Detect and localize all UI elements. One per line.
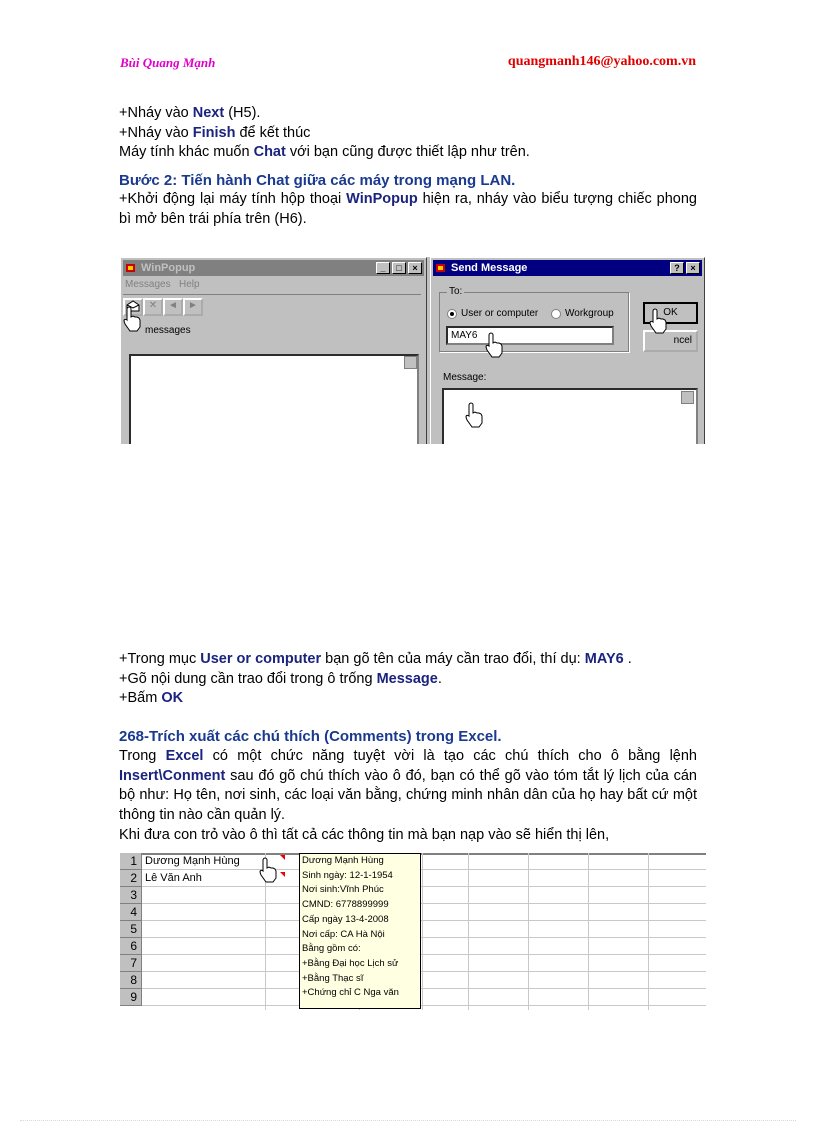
excel-screenshot bbox=[120, 853, 706, 1010]
send-message-app-icon bbox=[435, 262, 447, 274]
excel-row: 4 bbox=[120, 904, 706, 921]
winpopup-screenshot bbox=[120, 257, 705, 444]
header-author: Bùi Quang Mạnh bbox=[120, 55, 216, 70]
ok-button[interactable]: OK bbox=[643, 302, 698, 324]
workgroup-radio[interactable] bbox=[551, 309, 561, 319]
message-label: Message: bbox=[443, 372, 487, 383]
excel-row: 5 bbox=[120, 921, 706, 938]
minimize-button[interactable]: _ bbox=[376, 262, 390, 274]
recipient-input[interactable]: MAY6 bbox=[446, 326, 614, 345]
messages-count-label: messages bbox=[145, 325, 191, 336]
comment-line: Nơi cấp: CA Hà Nội bbox=[302, 928, 385, 940]
comment-line: +Chứng chỉ C Nga văn bbox=[302, 987, 399, 999]
comment-line: Nơi sinh:Vĩnh Phúc bbox=[302, 884, 384, 896]
help-button[interactable]: ? bbox=[670, 262, 684, 274]
winpopup-window bbox=[120, 257, 427, 444]
close-button[interactable]: × bbox=[408, 262, 422, 274]
message-instructions bbox=[119, 650, 697, 709]
scrollbar-up-button[interactable] bbox=[404, 356, 417, 369]
comment-line: Dương Mạnh Hùng bbox=[302, 855, 384, 866]
comment-line: Bằng gồm có: bbox=[302, 943, 361, 955]
instruction-user-or-computer: +Trong mục User or computer bạn gõ tên của máy cần trao đổi, thí dụ: MAY6 . bbox=[119, 651, 632, 667]
to-label: To: bbox=[449, 286, 463, 297]
comment-line: CMND: 6778899999 bbox=[302, 899, 389, 911]
message-scrollbar-up[interactable] bbox=[681, 391, 694, 404]
menu-messages[interactable]: Messages bbox=[125, 279, 171, 290]
excel-row: 3 bbox=[120, 887, 706, 904]
next-button[interactable]: ► bbox=[183, 298, 203, 316]
header-email: quangmanh146@yahoo.com.vn bbox=[507, 54, 696, 69]
instruction-next: +Nháy vào Next (H5). bbox=[119, 105, 261, 121]
previous-button[interactable]: ◄ bbox=[163, 298, 183, 316]
excel-row: 2 Lê Văn Anh bbox=[120, 870, 706, 887]
excel-row: 6 bbox=[120, 938, 706, 955]
instructions-block bbox=[119, 104, 697, 163]
delete-button[interactable]: ✕ bbox=[143, 298, 163, 316]
hand-cursor-ok-icon bbox=[648, 307, 670, 335]
winpopup-title: WinPopup bbox=[141, 262, 196, 274]
winpopup-titlebar bbox=[123, 260, 424, 276]
comment-line: Cấp ngày 13-4-2008 bbox=[302, 913, 389, 925]
maximize-button[interactable]: □ bbox=[392, 262, 406, 274]
message-display-area[interactable] bbox=[129, 354, 419, 444]
menu-help[interactable]: Help bbox=[179, 279, 200, 290]
excel-row: 8 bbox=[120, 972, 706, 989]
step2-paragraph: +Khởi động lại máy tính hộp thoại WinPopup hiện ra, nháy vào biểu tượng chiếc phong bì mở bên trái phía trên (H6). bbox=[119, 191, 697, 227]
tip268-heading: 268-Trích xuất các chú thích (Comments) trong Excel. bbox=[119, 728, 502, 745]
comment-indicator-a1 bbox=[280, 855, 285, 860]
excel-row: 1 Dương Mạnh Hùng bbox=[120, 853, 706, 870]
comment-line: +Bằng Đại học Lịch sử bbox=[302, 957, 399, 969]
cell-a2[interactable]: Lê Văn Anh bbox=[145, 872, 202, 884]
page-footer-divider bbox=[20, 1120, 796, 1121]
send-message-title: Send Message bbox=[451, 262, 528, 274]
hand-cursor-cell-icon bbox=[258, 856, 280, 884]
instruction-ok: +Bấm OK bbox=[119, 690, 184, 706]
cancel-button[interactable]: ncel bbox=[643, 330, 698, 352]
send-message-titlebar bbox=[433, 260, 702, 276]
comment-indicator-a2 bbox=[280, 872, 285, 877]
comment-line: Sinh ngày: 12-1-1954 bbox=[302, 869, 393, 881]
workgroup-label: Workgroup bbox=[565, 308, 614, 319]
hand-cursor-icon bbox=[122, 305, 144, 333]
step2-heading: Bước 2: Tiến hành Chat giữa các máy trong mạng LAN. bbox=[119, 172, 516, 189]
hand-cursor-message-icon bbox=[464, 401, 486, 429]
dialog-close-button[interactable]: × bbox=[686, 262, 700, 274]
tip268-paragraph-2: Khi đưa con trỏ vào ô thì tất cả các thông tin mà bạn nạp vào sẽ hiển thị lên, bbox=[119, 827, 610, 843]
instruction-message: +Gõ nội dung cần trao đổi trong ô trống Message. bbox=[119, 670, 442, 687]
instruction-chat: Máy tính khác muốn Chat với bạn cũng được thiết lập như trên. bbox=[119, 144, 530, 160]
comment-line: +Bằng Thạc sĩ bbox=[302, 972, 364, 984]
tip268-paragraph: Trong Excel có một chức năng tuyệt vời là tạo các chú thích cho ô bằng lệnh Insert\Conment sau đó gõ chú thích vào ô đó, bạn có thể gõ vào tóm tắt lý lịch của cán bộ như: Họ tên, nơi sinh, các loại văn bằng, chứng minh nhân dân của họ hay bất cứ một thông tin nào cần quản lý. bbox=[119, 748, 697, 823]
cell-a1[interactable]: Dương Mạnh Hùng bbox=[145, 855, 240, 867]
user-or-computer-radio[interactable] bbox=[447, 309, 457, 319]
user-or-computer-label: User or computer bbox=[461, 308, 539, 319]
comment-popup bbox=[299, 853, 421, 1009]
instruction-finish: +Nháy vào Finish để kết thúc bbox=[119, 124, 311, 141]
excel-row: 7 bbox=[120, 955, 706, 972]
hand-cursor-recipient-icon bbox=[484, 331, 506, 359]
excel-row: 9 bbox=[120, 989, 706, 1006]
winpopup-app-icon bbox=[125, 262, 137, 274]
